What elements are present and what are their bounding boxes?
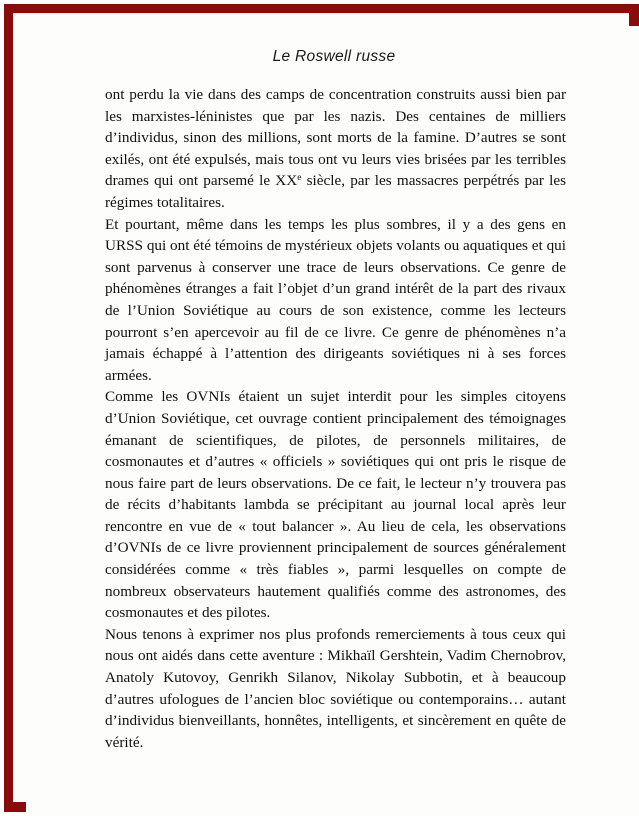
century-ordinal-superscript: e: [297, 173, 302, 184]
page-border-frame: [4, 4, 639, 812]
paragraph-4: Nous tenons à exprimer nos plus profonds remerciements à tous ceux qui nous ont aidés dans cette aventure : Mikhaïl Gershtein, Vadim Chernobrov, Anatoly Kutovoy, Genrikh Silanov, Nikolay Subbotin, et à beaucoup d’autres ufologues de l’ancien bloc soviétique ou contemporains… autant d’individus bienveillants, honnêtes, intelligents, et sincèrement en quête de vérité.: [105, 625, 566, 751]
paragraph-2: Et pourtant, même dans les temps les plus sombres, il y a des gens en URSS qui ont été témoins de mystérieux objets volants ou aquatiques et qui sont parvenus à conserver une trace de leurs observations. Ce genre de phénomènes étranges a fait l’objet d’un grand intérêt de la part des rivaux de l’Union Soviétique au cours de son existence, comme les lecteurs pourront s’en apercevoir au fil de ce livre. Ce genre de phénomènes n’a jamais échappé à l’attention des dirigeants soviétiques ni à ses forces armées.: [105, 215, 566, 384]
paragraph-1-text-before-ordinal: ont perdu la vie dans des camps de concentration construits aussi bien par les marxistes-léninistes que par les nazis. Des centaines de milliers d’individus, sinon des millions, sont morts de la famine. D’autres se sont exilés, ont été expulsés, mais tous ont vu leurs vies brisées par les terribles drames qui ont parsemé le: [105, 86, 566, 190]
paragraph-1-text-after-ordinal: siècle, par les massacres perpétrés par les régimes totalitaires.: [105, 172, 566, 211]
paragraph-3: Comme les OVNIs étaient un sujet interdit pour les simples citoyens d’Union Soviétique, cet ouvrage contient principalement des témoignages émanant de scientifiques, de pilotes, de personnels militaires, de cosmonautes et d’autres « officiels » soviétiques qui ont pris le risque de nous faire part de leurs observations. De ce fait, le lecteur n’y trouvera pas de récits d’habitants lambda se précipitant au journal local après leur rencontre en vue de « tout balancer ». Au lieu de cela, les observations d’OVNIs de ce livre proviennent principalement de sources généralement considérées comme « très fiables », parmi lesquelles on compte de nombreux observateurs hautement qualifiés comme des astronomes, des cosmonautes et des pilotes.: [105, 388, 566, 622]
page-content-area: [26, 26, 639, 816]
century-ordinal-base: XX: [275, 172, 298, 190]
body-text-column: [105, 84, 566, 753]
running-head-title: Le Roswell russe: [272, 48, 396, 65]
paragraph-1: [105, 84, 566, 214]
